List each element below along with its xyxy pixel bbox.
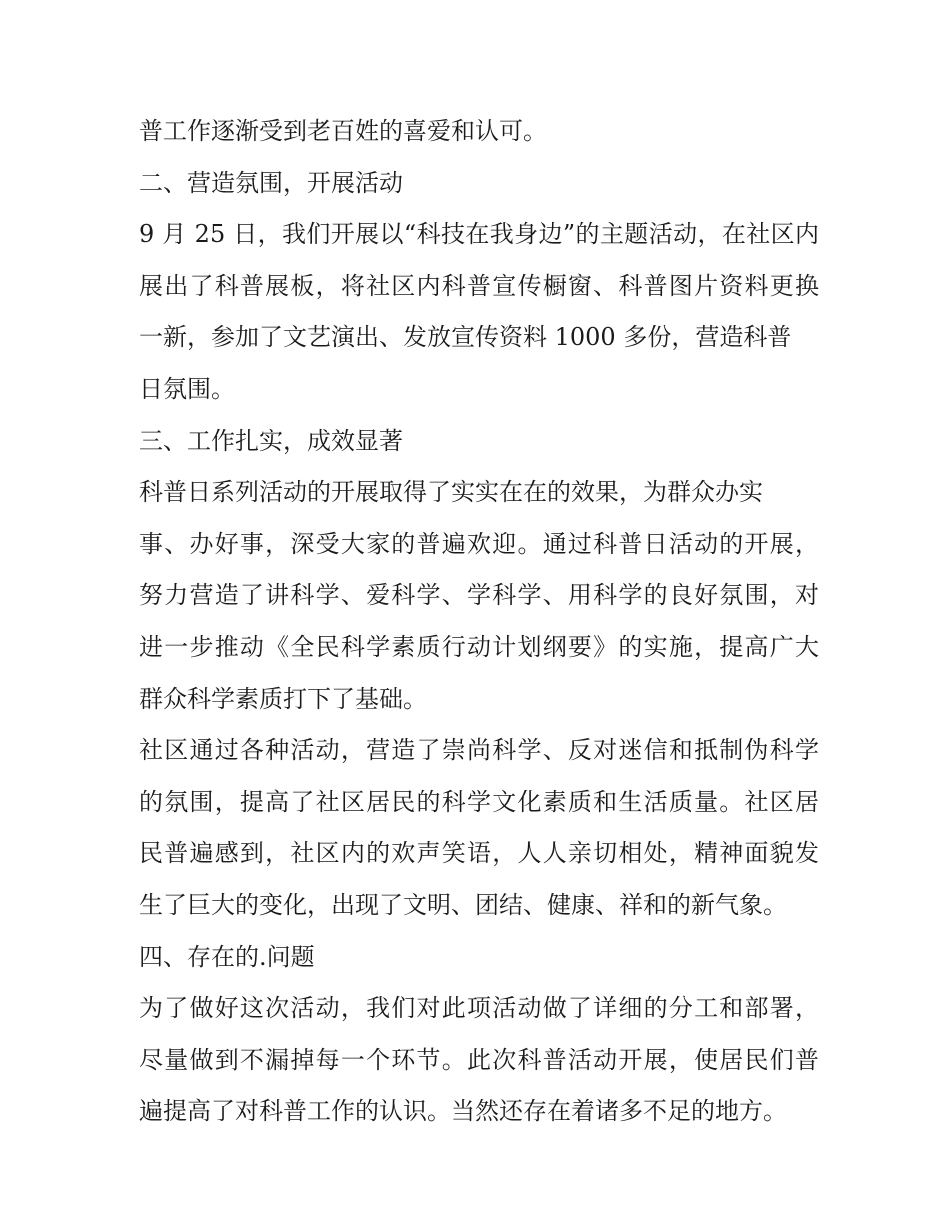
text-line: 生了巨大的变化，出现了文明、团结、健康、祥和的新气象。 [139,890,787,919]
text-line: 为了做好这次活动，我们对此项活动做了详细的分工和部署， [139,994,819,1023]
text-line: 科普日系列活动的开展取得了实实在在的效果，为群众办实 [139,478,763,507]
text-line: 群众科学素质打下了基础。 [139,684,427,713]
text-line: 三、工作扎实，成效显著 [139,426,403,455]
document-body [139,106,819,1138]
text-line: 事、办好事，深受大家的普遍欢迎。通过科普日活动的开展， [139,529,819,558]
text-line: 社区通过各种活动，营造了崇尚科学、反对迷信和抵制伪科学 [139,736,819,765]
text-line: 展出了科普展板，将社区内科普宣传橱窗、科普图片资料更换 [139,271,819,300]
text-line: 民普遍感到，社区内的欢声笑语，人人亲切相处，精神面貌发 [139,839,819,868]
text-line: 遍提高了对科普工作的认识。当然还存在着诸多不足的地方。 [139,1097,787,1126]
text-line: 9 月 25 日，我们开展以“科技在我身边”的主题活动，在社区内 [139,220,819,249]
text-line: 尽量做到不漏掉每一个环节。此次科普活动开展，使居民们普 [139,1045,819,1074]
text-line: 一新，参加了文艺演出、发放宣传资料 1000 多份，营造科普 [139,323,792,352]
text-line: 二、营造氛围，开展活动 [139,168,403,197]
text-line: 努力营造了讲科学、爱科学、学科学、用科学的良好氛围，对 [139,581,819,610]
text-line: 普工作逐渐受到老百姓的喜爱和认可。 [139,117,547,145]
text-line: 的氛围，提高了社区居民的科学文化素质和生活质量。社区居 [139,787,819,816]
text-line: 进一步推动《全民科学素质行动计划纲要》的实施，提高广大 [139,632,819,661]
text-line: 日氛围。 [139,374,235,403]
text-line: 四、存在的.问题 [139,942,315,971]
